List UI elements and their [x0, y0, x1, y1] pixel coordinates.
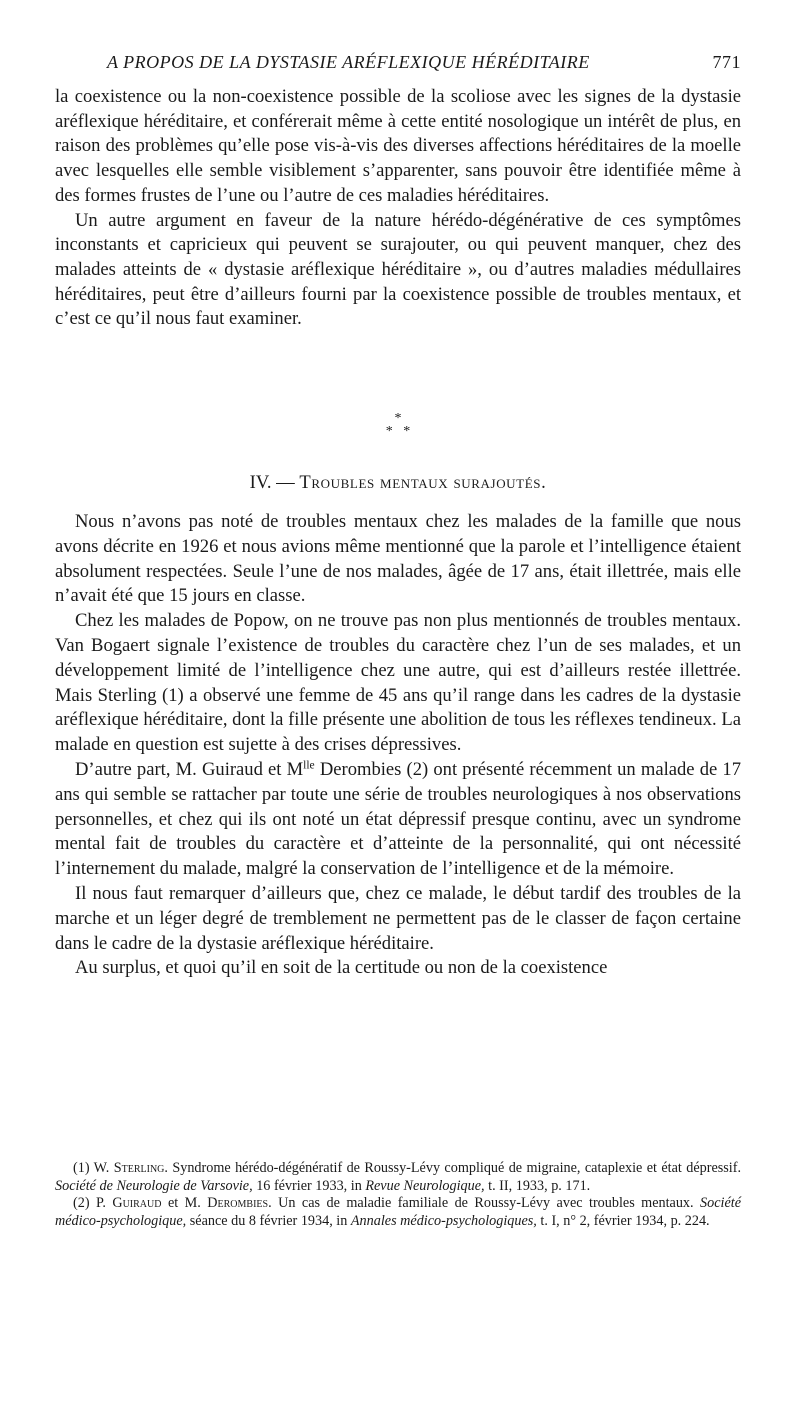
section-title: Troubles mentaux surajoutés. [299, 472, 547, 493]
footnote-journal: Annales médico-psychologiques, [350, 1212, 537, 1229]
footnote-author: Sterling. [113, 1160, 168, 1176]
footnote-journal: Revue Neurologique, [365, 1177, 485, 1194]
footnote-journal: Société médico-psychologique, [55, 1195, 742, 1229]
paragraph-text: D’autre part, M. Guiraud et M [75, 758, 304, 780]
running-title: A PROPOS DE LA DYSTASIE ARÉFLEXIQUE HÉRÉDITAIRE [107, 52, 590, 72]
footnote-text: séance du 8 février 1934, in [186, 1212, 351, 1229]
body-text [55, 85, 741, 332]
asterism-top: * [394, 411, 402, 426]
footnote-1 [55, 1160, 741, 1195]
page-header [55, 49, 741, 75]
paragraph: Nous n’avons pas noté de troubles mentaux chez les malades de la famille que nous avons décrite en 1926 et nous avions même mentionné que la parole et l’intelligence étaient absolument respectées. Seule l’une de nos malades, âgée de 17 ans, était illettrée, mais elle n’avait été que 15 jours en classe. [55, 511, 741, 607]
footnote-journal: Société de Neurologie de Varsovie, [55, 1177, 253, 1194]
footnote-text: t. I, n° 2, février 1934, p. 224. [536, 1212, 710, 1229]
footnote-2 [55, 1195, 741, 1230]
footnote-author: Derombies. [207, 1195, 272, 1212]
section-body [55, 510, 741, 981]
paragraph: Chez les malades de Popow, on ne trouve pas non plus mentionnés de troubles mentaux. Van Bogaert signale l’existence de troubles du caractère chez l’un de ses malades, et un développement limité de l’intelligence chez une autre, qui est d’ailleurs restée illettrée. Mais Sterling (1) a observé une femme de 45 ans qu’il range dans les cadres de la dystasie aréflexique héréditaire, dont la fille présente une abolition de tous les réflexes tendineux. La malade en question est sujette à des crises dépressives. [55, 610, 741, 756]
footnote-text: et M. [161, 1195, 208, 1212]
footnote-text: Un cas de maladie familiale de Roussy-Lévy avec troubles mentaux. [271, 1195, 701, 1212]
paragraph: Il nous faut remarquer d’ailleurs que, chez ce malade, le début tardif des troubles de la marche et un léger degré de tremblement ne permettent pas de le classer de façon certaine dans le cadre de la dystasie aréflexique héréditaire. [55, 882, 741, 954]
asterism-bottom: * * [385, 424, 411, 439]
footnote-text: Syndrome hérédo-dégénératif de Roussy-Lévy compliqué de migraine, cataplexie et état dépressif. [167, 1160, 742, 1176]
footnote-marker: (2) P. [73, 1195, 106, 1212]
superscript: lle [303, 759, 315, 772]
page-number: 771 [712, 52, 741, 72]
paragraph: Un autre argument en faveur de la nature hérédo-dégénérative de ces symptômes inconstants et capricieux qui peuvent se surajouter, ou qui peuvent manquer, chez des malades atteints de « dystasie aréflexique héréditaire », ou d’autres maladies médullaires héréditaires, peut être d’ailleurs fourni par la coexistence possible de troubles mentaux, et c’est ce qu’il nous faut examiner. [55, 209, 741, 330]
footnote-text: 16 février 1933, in [252, 1177, 366, 1194]
footnote-marker: (1) W. [73, 1160, 110, 1176]
paragraph-text: Derombies (2) ont présenté récemment un malade de 17 ans qui semble se rattacher par toute une série de troubles neurologiques à nos observations personnelles, et chez qui ils ont noté un état dépressif presque continu, avec un syndrome mental fait de troubles du caractère et d’atteinte de la personnalité, qui ont nécessité l’internement du malade, malgré la conservation de l’intelligence et de la mémoire. [55, 758, 742, 880]
footnote-text: t. II, 1933, p. 171. [484, 1177, 591, 1194]
asterism-separator [55, 412, 741, 438]
footnotes [55, 1160, 741, 1230]
paragraph: la coexistence ou la non-coexistence possible de la scoliose avec les signes de la dystasie aréflexique héréditaire, et conférerait même à cette entité nosologique un intérêt de plus, en raison des problèmes qu’elle pose vis-à-vis des diverses affections héréditaires de la moelle avec lesquelles elle semble visiblement s’apparenter, sans pouvoir être identifiée même à des formes frustes de l’une ou l’autre de ces maladies héréditaires. [55, 86, 741, 206]
footnote-author: Guiraud [112, 1195, 162, 1212]
section-number: IV. — [249, 472, 295, 493]
section-heading [55, 470, 741, 496]
paragraph [55, 758, 741, 882]
paragraph: Au surplus, et quoi qu’il en soit de la certitude ou non de la coexistence [75, 957, 608, 979]
